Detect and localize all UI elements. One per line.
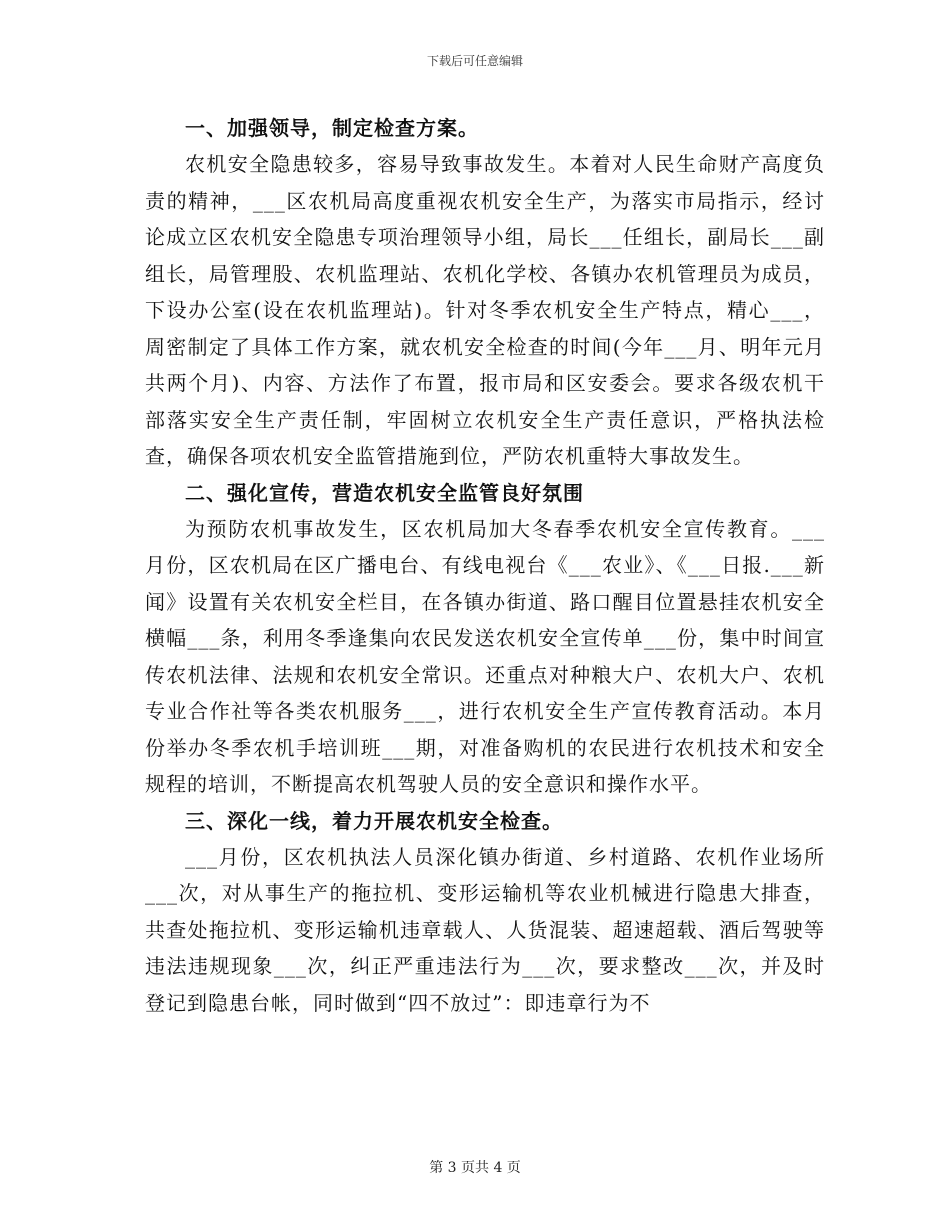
section-paragraph: 农机安全隐患较多，容易导致事故发生。本着对人民生命财产高度负责的精神，___区农机局高度重视农机安全生产，为落实市局指示，经讨论成立区农机安全隐患专项治理领导小组，局长___任组长，副局长___副组长，局管理股、农机监理站、农机化学校、各镇办农机管理员为成员，下设办公室(设在农机监理站)。针对冬季农机安全生产特点，精心___，周密制定了具体工作方案，就农机安全检查的时间(今年___月、明年元月共两个月)、内容、方法作了布置，报市局和区安委会。要求各级农机干部落实安全生产责任制，牢固树立农机安全生产责任意识，严格执法检查，确保各项农机安全监管措施到位，严防农机重特大事故发生。 (145, 152, 825, 468)
section-heading: 二、强化宣传，营造农机安全监管良好氛围 (185, 480, 584, 505)
header-note: 下载后可任意编辑 (426, 54, 523, 68)
section-3 (145, 803, 825, 1022)
section-paragraph: ___月份，区农机执法人员深化镇办街道、乡村道路、农机作业场所___次，对从事生产的拖拉机、变形运输机等农业机械进行隐患大排查，共查处拖拉机、变形运输机违章载人、人货混装、超速超载、酒后驾驶等违法违规现象___次，纠正严重违法行为___次，要求整改___次，并及时登记到隐患台帐，同时做到“四不放过”：即违章行为不 (145, 844, 825, 1015)
section-heading: 三、深化一线，着力开展农机安全检查。 (185, 808, 563, 833)
page-number: 第 3 页共 4 页 (429, 1160, 521, 1176)
section-heading: 一、加强领导，制定检查方案。 (185, 116, 479, 140)
section-paragraph: 为预防农机事故发生，区农机局加大冬春季农机安全宣传教育。___月份，区农机局在区广播电台、有线电视台《___农业》、《___日报.___新闻》设置有关农机安全栏目，在各镇办街道、路口醒目位置悬挂农机安全横幅___条，利用冬季逢集向农民发送农机安全宣传单___份，集中时间宣传农机法律、法规和农机安全常识。还重点对种粮大户、农机大户、农机专业合作社等各类农机服务___，进行农机安全生产宣传教育活动。本月份举办冬季农机手培训班___期，对准备购机的农民进行农机技术和安全规程的培训，不断提高农机驾驶人员的安全意识和操作水平。 (145, 516, 825, 796)
section-1 (145, 110, 825, 475)
section-2 (145, 475, 825, 803)
document-body (145, 110, 825, 1021)
